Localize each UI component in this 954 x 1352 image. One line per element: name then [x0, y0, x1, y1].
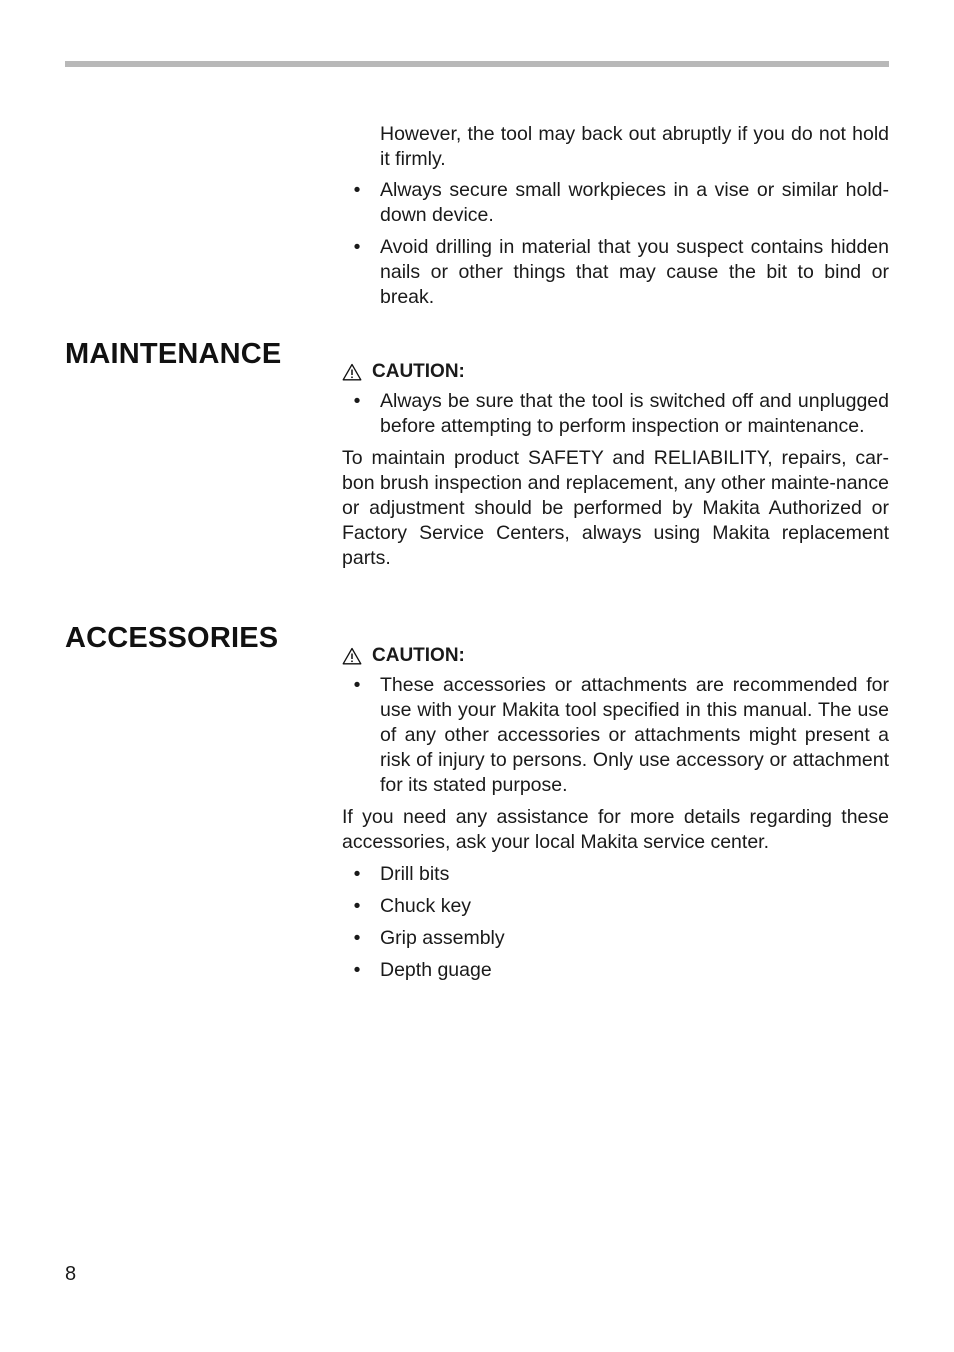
accessories-paragraph: If you need any assistance for more details regarding these accessories, ask your local Makita service center.: [342, 806, 889, 853]
bullet-dot: •: [353, 927, 361, 949]
caution-label: CAUTION:: [372, 645, 465, 666]
bullet-dot: •: [353, 895, 361, 917]
maintenance-heading: MAINTENANCE: [65, 338, 282, 370]
continuation-text: However, the tool may back out abruptly if you do not hold it firmly.: [380, 123, 889, 170]
bullet-dot: •: [353, 959, 361, 981]
warning-triangle-icon: [342, 363, 362, 381]
page-number: 8: [65, 1263, 77, 1285]
warning-triangle-icon: [342, 647, 362, 665]
caution-bullet: [342, 673, 889, 798]
caution-label: CAUTION:: [372, 361, 465, 382]
accessory-item-label: Depth guage: [380, 959, 492, 981]
bullet-dot: •: [353, 863, 361, 885]
bullet-dot: •: [353, 390, 361, 412]
continuation-block: [342, 122, 889, 317]
caution-bullet: [342, 389, 889, 439]
header-rule: [65, 61, 889, 67]
bullet-dot: •: [353, 236, 361, 258]
accessory-item: [342, 958, 889, 983]
maintenance-caution: [342, 359, 889, 384]
bullet-text: Avoid drilling in material that you suspect contains hidden nails or other things that may cause the bit to bind or break.: [380, 236, 889, 308]
accessory-item: [342, 862, 889, 887]
bullet-item: [342, 235, 889, 310]
bullet-dot: •: [353, 179, 361, 201]
maintenance-section: [342, 359, 889, 578]
bullet-text: These accessories or attachments are recommended for use with your Makita tool specified in this manual. The use of any other accessories or attachments might present a risk of injury to persons. Only use accessory or attachment for its stated purpose.: [380, 674, 889, 796]
accessories-caution: [342, 643, 889, 668]
accessory-item-label: Drill bits: [380, 863, 450, 885]
accessory-item: [342, 926, 889, 951]
accessories-heading: ACCESSORIES: [65, 622, 279, 654]
accessory-item: [342, 894, 889, 919]
maintenance-paragraph: To maintain product SAFETY and RELIABILITY, repairs, car-bon brush inspection and replacement, any other mainte-nance or adjustment should be performed by Makita Authorized or Factory Service Centers, always using Makita replacement parts.: [342, 447, 889, 569]
bullet-item: [342, 178, 889, 228]
accessories-section: [342, 643, 889, 990]
bullet-dot: •: [353, 674, 361, 696]
bullet-text: Always be sure that the tool is switched off and unplugged before attempting to perform inspection or maintenance.: [380, 390, 889, 437]
accessory-item-label: Chuck key: [380, 895, 472, 917]
accessory-item-label: Grip assembly: [380, 927, 505, 949]
bullet-text: Always secure small workpieces in a vise or similar hold-down device.: [380, 179, 889, 226]
